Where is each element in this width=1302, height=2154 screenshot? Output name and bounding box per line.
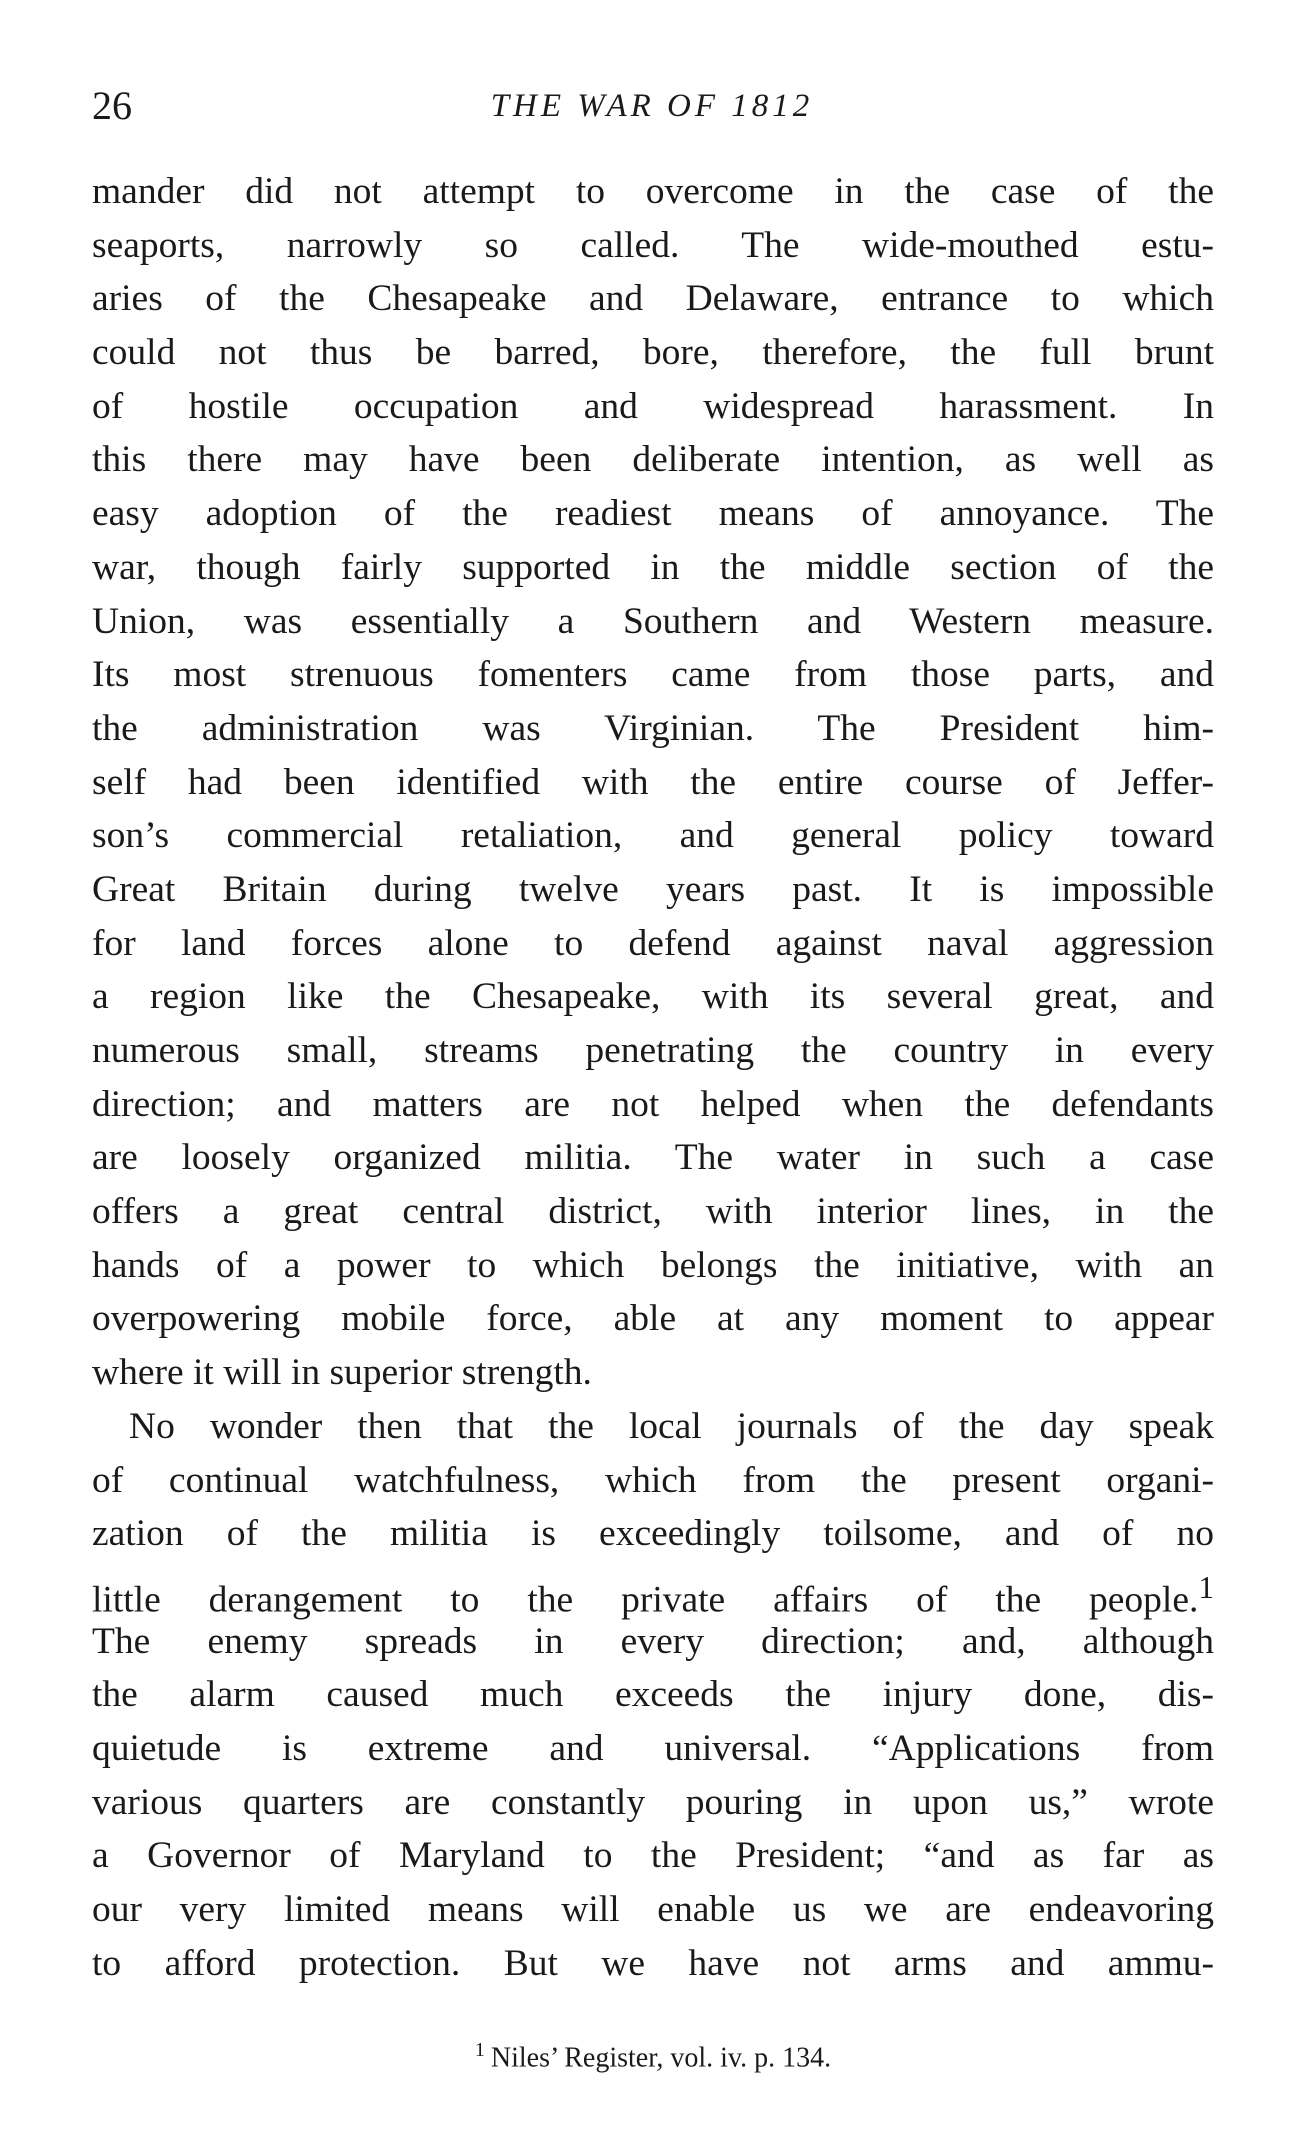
text-line: mander did not attempt to overcome in the case of the (92, 171, 1214, 212)
page-header (92, 78, 1212, 134)
text-line: the alarm caused much exceeds the injury done, dis- (92, 1674, 1214, 1716)
text-line: are loosely organized militia. The water in such a case (92, 1137, 1214, 1179)
text-line: quietude is extreme and universal. “Applications from (92, 1727, 1214, 1769)
footnote-marker: 1 (474, 2039, 485, 2061)
text-line: direction; and matters are not helped when the defendants (92, 1083, 1214, 1125)
text-line: aries of the Chesapeake and Delaware, entrance to which (92, 278, 1214, 320)
text-line: The enemy spreads in every direction; and, although (92, 1620, 1214, 1662)
paragraph (92, 1400, 1214, 1991)
text-line: for land forces alone to defend against naval aggression (92, 922, 1214, 964)
text-line: easy adoption of the readiest means of annoyance. The (92, 493, 1214, 535)
text-line-content: little derangement to the private affairs of the people. (92, 1579, 1199, 1621)
text-line: to afford protection. But we have not arms and ammu- (92, 1942, 1214, 1984)
footnote-text: Niles’ Register, vol. iv. p. 134. (490, 2042, 832, 2074)
text-line: seaports, narrowly so called. The wide-mouthed estu- (92, 224, 1214, 266)
text-line: war, though fairly supported in the middle section of the (92, 546, 1214, 588)
text-line: our very limited means will enable us we are endeavoring (92, 1889, 1214, 1930)
running-title: THE WAR OF 1812 (490, 88, 814, 124)
text-line: Great Britain during twelve years past. It is impossible (92, 868, 1214, 910)
paragraph (92, 165, 1214, 1400)
text-line: Its most strenuous fomenters came from those parts, and (92, 654, 1214, 696)
text-line: this there may have been deliberate intention, as well as (92, 439, 1214, 481)
text-line: various quarters are constantly pouring in upon us,” wrote (92, 1781, 1214, 1823)
footnote (92, 2030, 1214, 2078)
text-line: offers a great central district, with interior lines, in the (92, 1191, 1214, 1233)
text-line: zation of the militia is exceedingly toilsome, and of no (92, 1513, 1214, 1555)
text-line: the administration was Virginian. The President him- (92, 707, 1214, 749)
text-line: hands of a power to which belongs the initiative, with an (92, 1244, 1214, 1286)
text-line: No wonder then that the local journals of the day speak (129, 1405, 1214, 1447)
text-line: of hostile occupation and widespread harassment. In (92, 385, 1214, 427)
text-line: Union, was essentially a Southern and Western measure. (92, 600, 1214, 642)
body-text (92, 165, 1214, 1990)
text-line: overpowering mobile force, able at any moment to appear (92, 1298, 1214, 1340)
text-line: self had been identified with the entire course of Jeffer- (92, 761, 1214, 803)
text-line: numerous small, streams penetrating the country in every (92, 1030, 1214, 1071)
text-line: of continual watchfulness, which from the present organi- (92, 1459, 1214, 1501)
text-line: a region like the Chesapeake, with its several great, and (92, 976, 1214, 1018)
text-line: could not thus be barred, bore, therefore, the full brunt (92, 332, 1214, 374)
page-number: 26 (92, 83, 132, 128)
text-line: son’s commercial retaliation, and general policy toward (92, 815, 1214, 857)
text-line (92, 1561, 1214, 1621)
footnote-reference: 1 (1198, 1569, 1214, 1605)
text-line: where it will in superior strength. (92, 1352, 592, 1394)
text-line: a Governor of Maryland to the President; “and as far as (92, 1835, 1214, 1877)
